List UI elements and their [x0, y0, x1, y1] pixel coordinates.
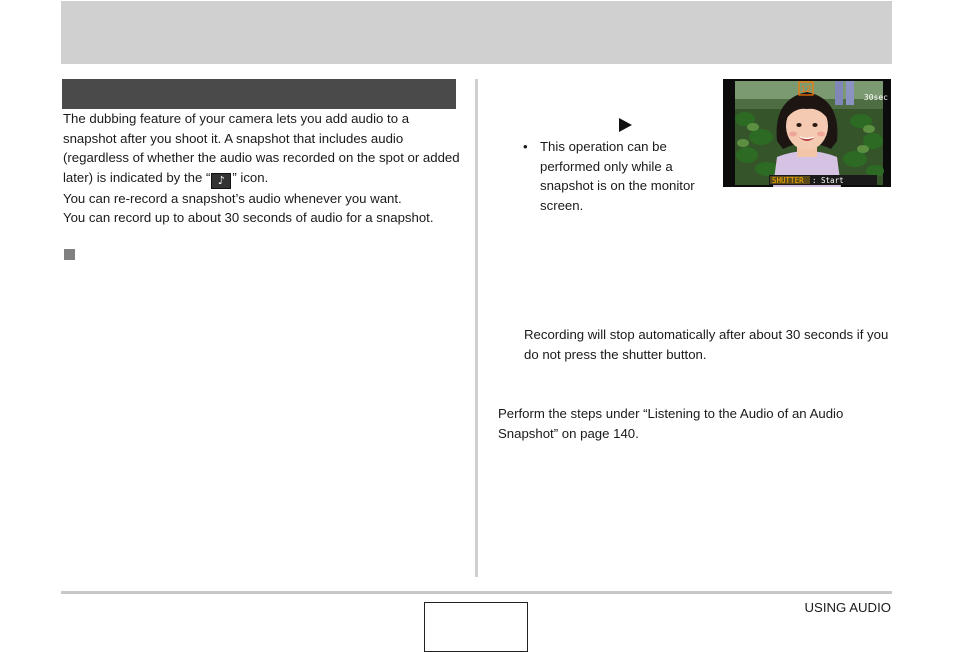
auto-stop-note: Recording will stop automatically after about 30 seconds if you do not press the shutter button. — [524, 327, 889, 362]
monitor-screen-illustration — [723, 79, 891, 187]
intro-text — [63, 109, 463, 228]
top-banner — [61, 1, 892, 64]
audio-snapshot-icon: ♪ — [211, 173, 231, 189]
subheading-square-icon — [64, 249, 75, 260]
monitor-screen-photo — [723, 79, 891, 187]
column-divider — [475, 79, 478, 577]
playback-instructions: Perform the steps under “Listening to the Audio of an Audio Snapshot” on page 140. — [498, 406, 844, 441]
bullet-dot: • — [523, 139, 528, 154]
operation-note-text: This operation can be performed only while a snapshot is on the monitor screen. — [540, 139, 695, 213]
time-remaining: 30sec — [863, 93, 888, 102]
play-arrow-icon — [619, 118, 632, 132]
section-heading-bar — [62, 79, 456, 109]
duration-paragraph: You can record up to about 30 seconds of audio for a snapshot. — [63, 210, 434, 225]
operation-note — [523, 137, 713, 215]
rerecord-paragraph: You can re-record a snapshot’s audio whenever you want. — [63, 190, 402, 206]
shutter-action-label: : Start — [812, 176, 844, 185]
shutter-key-label: SHUTTER — [772, 176, 804, 185]
page-number-box — [424, 602, 528, 652]
intro-paragraph — [63, 109, 463, 189]
intro-text-start: The dubbing feature of your camera lets you add audio to a snapshot after you shoot it. A snapshot that includes audio (regardless of whether the audio was recorded on the spot or added later) is indicated by the “ — [63, 111, 460, 185]
footer-divider — [61, 591, 892, 594]
intro-text-end: ” icon. — [232, 169, 269, 185]
counter-badge: 12 — [800, 84, 812, 94]
section-label: USING AUDIO — [804, 600, 891, 615]
